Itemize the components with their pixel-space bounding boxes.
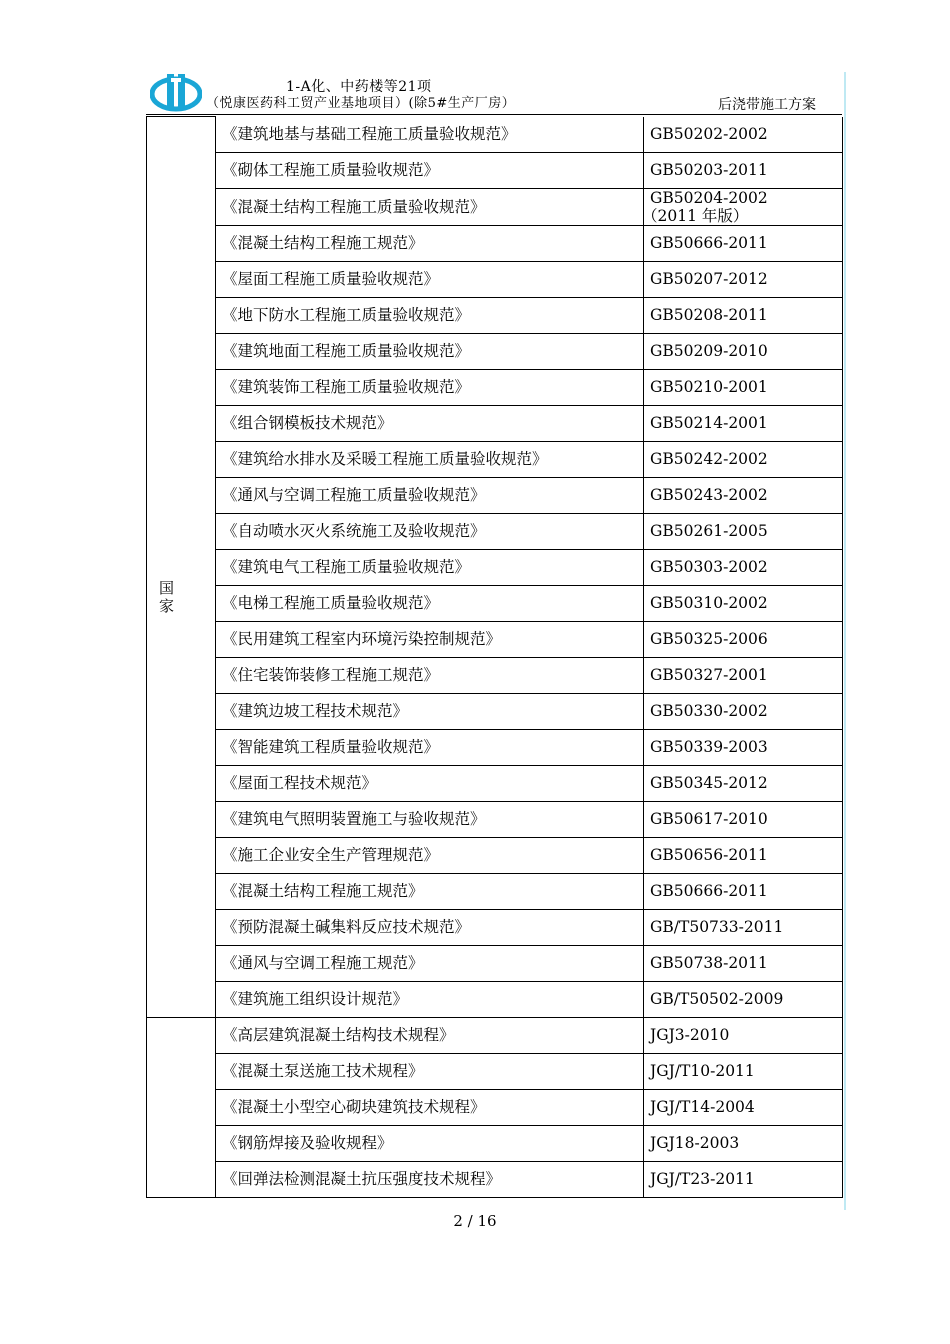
standard-name: 《钢筋焊接及验收规程》 [216, 1125, 644, 1161]
table-row [147, 117, 843, 153]
category-label: 国 家 [159, 578, 195, 615]
table-row [147, 225, 843, 261]
standard-code [644, 297, 843, 333]
table-row [147, 765, 843, 801]
table-row [147, 1089, 843, 1125]
table-row [147, 945, 843, 981]
standard-code-text: JGJ/T10-2011 [650, 1062, 755, 1080]
table-row [147, 261, 843, 297]
table-row [147, 188, 843, 225]
standard-name: 《智能建筑工程质量验收规范》 [216, 729, 644, 765]
standard-name: 《建筑电气照明装置施工与验收规范》 [216, 801, 644, 837]
standard-code [644, 945, 843, 981]
table-row [147, 1017, 843, 1053]
table-row [147, 693, 843, 729]
standard-code-text: GB50242-2002 [650, 450, 768, 468]
standard-code-text: GB50202-2002 [650, 125, 768, 143]
standard-code-text: GB50325-2006 [650, 630, 768, 648]
standard-code [644, 117, 843, 153]
standard-code-text: GB50738-2011 [650, 954, 768, 972]
table-row [147, 729, 843, 765]
standard-code-text: GB50656-2011 [650, 846, 768, 864]
table-row [147, 657, 843, 693]
standard-name: 《住宅装饰装修工程施工规范》 [216, 657, 644, 693]
standard-code [644, 693, 843, 729]
standard-code [644, 1053, 843, 1089]
standard-name: 《建筑电气工程施工质量验收规范》 [216, 549, 644, 585]
standard-code [644, 188, 843, 225]
table-row [147, 441, 843, 477]
table-row [147, 369, 843, 405]
standard-name: 《建筑地基与基础工程施工质量验收规范》 [216, 117, 644, 153]
standard-code-text: GB50303-2002 [650, 558, 768, 576]
category-label [153, 1077, 215, 1137]
standard-code-text: GB50666-2011 [650, 234, 768, 252]
standard-name: 《民用建筑工程室内环境污染控制规范》 [216, 621, 644, 657]
standard-code-text: GB50666-2011 [650, 882, 768, 900]
standard-name: 《回弹法检测混凝土抗压强度技术规程》 [216, 1161, 644, 1197]
standard-name: 《施工企业安全生产管理规范》 [216, 837, 644, 873]
page-number: 2 / 16 [453, 1212, 497, 1230]
standard-name: 《建筑施工组织设计规范》 [216, 981, 644, 1017]
standard-code-text: GB50210-2001 [650, 378, 768, 396]
standard-code-text: JGJ/T23-2011 [650, 1170, 755, 1188]
standard-code [644, 513, 843, 549]
standard-code-text: GB50345-2012 [650, 774, 768, 792]
table-row [147, 152, 843, 188]
category-cell [147, 1017, 216, 1197]
standard-code-text: GB50207-2012 [650, 270, 768, 288]
standard-code-text: GB50214-2001 [650, 414, 768, 432]
table-row [147, 1161, 843, 1197]
standard-code [644, 1089, 843, 1125]
standard-name: 《混凝土泵送施工技术规程》 [216, 1053, 644, 1089]
standard-code-text: GB/T50502-2009 [650, 990, 784, 1008]
table-row [147, 333, 843, 369]
standard-name: 《建筑给水排水及采暖工程施工质量验收规范》 [216, 441, 644, 477]
standard-name: 《地下防水工程施工质量验收规范》 [216, 297, 644, 333]
table-row [147, 297, 843, 333]
project-name-line2: （悦康医药科工贸产业基地项目）(除5#生产厂房） [206, 96, 516, 111]
table-row [147, 837, 843, 873]
standard-code-edition: （2011 年版） [642, 206, 749, 225]
table-row [147, 981, 843, 1017]
table-row [147, 549, 843, 585]
standard-name: 《高层建筑混凝土结构技术规程》 [216, 1017, 644, 1053]
standard-code [644, 801, 843, 837]
standard-name: 《预防混凝土碱集料反应技术规范》 [216, 909, 644, 945]
table-row [147, 621, 843, 657]
standard-code-text: GB50209-2010 [650, 342, 768, 360]
table-row [147, 405, 843, 441]
standard-code [644, 549, 843, 585]
standard-code [644, 765, 843, 801]
project-name-line1: 1-A化、中药楼等21项 [286, 79, 432, 95]
standard-name: 《建筑装饰工程施工质量验收规范》 [216, 369, 644, 405]
page-header [146, 66, 846, 116]
standard-code [644, 1125, 843, 1161]
standard-code-text: GB50339-2003 [650, 738, 768, 756]
standard-name: 《自动喷水灭火系统施工及验收规范》 [216, 513, 644, 549]
document-title: 后浇带施工方案 [718, 97, 816, 113]
standard-code-text: GB50261-2005 [650, 522, 768, 540]
standard-code [644, 405, 843, 441]
standard-name: 《组合钢模板技术规范》 [216, 405, 644, 441]
standard-code [644, 333, 843, 369]
table-row [147, 513, 843, 549]
standard-code [644, 261, 843, 297]
standard-code [644, 152, 843, 188]
table-row [147, 873, 843, 909]
standard-name: 《屋面工程施工质量验收规范》 [216, 261, 644, 297]
standard-name: 《混凝土小型空心砌块建筑技术规程》 [216, 1089, 644, 1125]
standard-code [644, 909, 843, 945]
table-row [147, 801, 843, 837]
standard-code [644, 441, 843, 477]
standard-code-text: GB50327-2001 [650, 666, 768, 684]
standard-code [644, 657, 843, 693]
standard-name: 《砌体工程施工质量验收规范》 [216, 152, 644, 188]
table-row [147, 1125, 843, 1161]
standard-name: 《通风与空调工程施工规范》 [216, 945, 644, 981]
table-row [147, 585, 843, 621]
standard-code-text: GB50243-2002 [650, 486, 768, 504]
margin-line [844, 72, 846, 1210]
table-row [147, 477, 843, 513]
standard-code-text: GB50330-2002 [650, 702, 768, 720]
standard-code [644, 225, 843, 261]
standard-name: 《屋面工程技术规范》 [216, 765, 644, 801]
standard-code [644, 585, 843, 621]
standard-code [644, 1017, 843, 1053]
standard-code [644, 621, 843, 657]
category-cell [147, 117, 216, 1018]
standard-code-text: JGJ3-2010 [650, 1026, 730, 1044]
standard-code-text: JGJ/T14-2004 [650, 1098, 755, 1116]
table-row [147, 1053, 843, 1089]
standard-code [644, 837, 843, 873]
table-row [147, 909, 843, 945]
standard-code [644, 873, 843, 909]
standard-name: 《建筑地面工程施工质量验收规范》 [216, 333, 644, 369]
standard-code [644, 981, 843, 1017]
standard-name: 《混凝土结构工程施工质量验收规范》 [216, 188, 644, 225]
standard-name: 《通风与空调工程施工质量验收规范》 [216, 477, 644, 513]
standard-code [644, 477, 843, 513]
standard-code-text: GB50617-2010 [650, 810, 768, 828]
standard-code [644, 369, 843, 405]
standard-code-text: JGJ18-2003 [650, 1134, 740, 1152]
standard-code [644, 1161, 843, 1197]
standard-code-text: GB50208-2011 [650, 306, 768, 324]
standard-name: 《电梯工程施工质量验收规范》 [216, 585, 644, 621]
standard-name: 《混凝土结构工程施工规范》 [216, 225, 644, 261]
company-logo-icon [150, 72, 202, 112]
standard-name: 《建筑边坡工程技术规范》 [216, 693, 644, 729]
standard-code-text: GB/T50733-2011 [650, 918, 784, 936]
standard-name: 《混凝土结构工程施工规范》 [216, 873, 644, 909]
standard-code [644, 729, 843, 765]
standard-code-text: GB50204-2002 [650, 188, 768, 207]
standards-table [146, 116, 843, 1198]
standard-code-text: GB50310-2002 [650, 594, 768, 612]
standard-code-text: GB50203-2011 [650, 161, 768, 179]
header-divider [146, 114, 842, 115]
